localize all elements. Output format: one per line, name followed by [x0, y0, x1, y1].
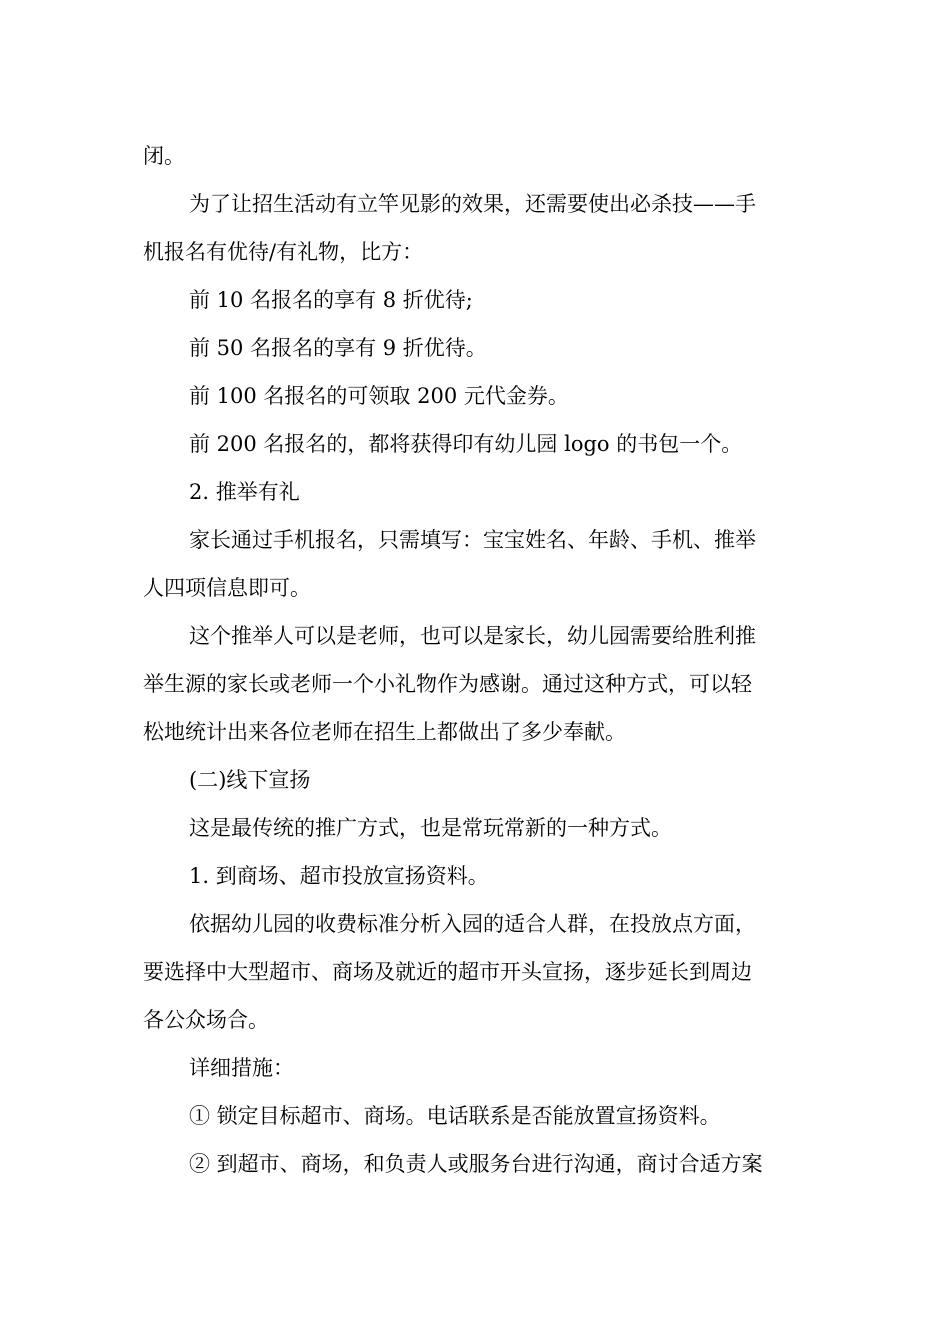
- text-line: 前 10 名报名的享有 8 折优待;: [189, 288, 473, 312]
- text-line: 这是最传统的推广方式，也是常玩常新的一种方式。: [189, 816, 672, 840]
- text-line: 家长通过手机报名，只需填写：宝宝姓名、年龄、手机、推举: [189, 528, 756, 552]
- document-body: [143, 132, 813, 1188]
- text-line: 前 50 名报名的享有 9 折优待。: [189, 336, 487, 360]
- section-heading: 1. 到商场、超市投放宣扬资料。: [189, 864, 489, 888]
- section-heading: (二)线下宣扬: [189, 768, 311, 792]
- text-line: 松地统计出来各位老师在招生上都做出了多少奉献。: [143, 720, 626, 744]
- text-line: 前 100 名报名的可领取 200 元代金券。: [189, 384, 569, 408]
- list-item: ② 到超市、商场，和负责人或服务台进行沟通，商讨合适方案: [189, 1152, 763, 1176]
- text-line: 前 200 名报名的，都将获得印有幼儿园 logo 的书包一个。: [189, 432, 743, 456]
- text-line: 详细措施：: [189, 1056, 294, 1080]
- text-line: 闭。: [143, 144, 185, 168]
- text-line: 为了让招生活动有立竿见影的效果，还需要使出必杀技——手: [189, 192, 756, 216]
- list-item: ① 锁定目标超市、商场。电话联系是否能放置宣扬资料。: [189, 1104, 721, 1128]
- text-line: 人四项信息即可。: [143, 576, 311, 600]
- text-line: 机报名有优待/有礼物，比方：: [143, 240, 424, 264]
- text-line: 举生源的家长或老师一个小礼物作为感谢。通过这种方式，可以轻: [143, 672, 752, 696]
- text-line: 各公众场合。: [143, 1008, 269, 1032]
- section-heading: 2. 推举有礼: [189, 480, 300, 504]
- text-line: 要选择中大型超市、商场及就近的超市开头宣扬，逐步延长到周边: [143, 960, 752, 984]
- text-line: 这个推举人可以是老师，也可以是家长，幼儿园需要给胜利推: [189, 624, 756, 648]
- text-line: 依据幼儿园的收费标准分析入园的适合人群，在投放点方面，: [189, 912, 756, 936]
